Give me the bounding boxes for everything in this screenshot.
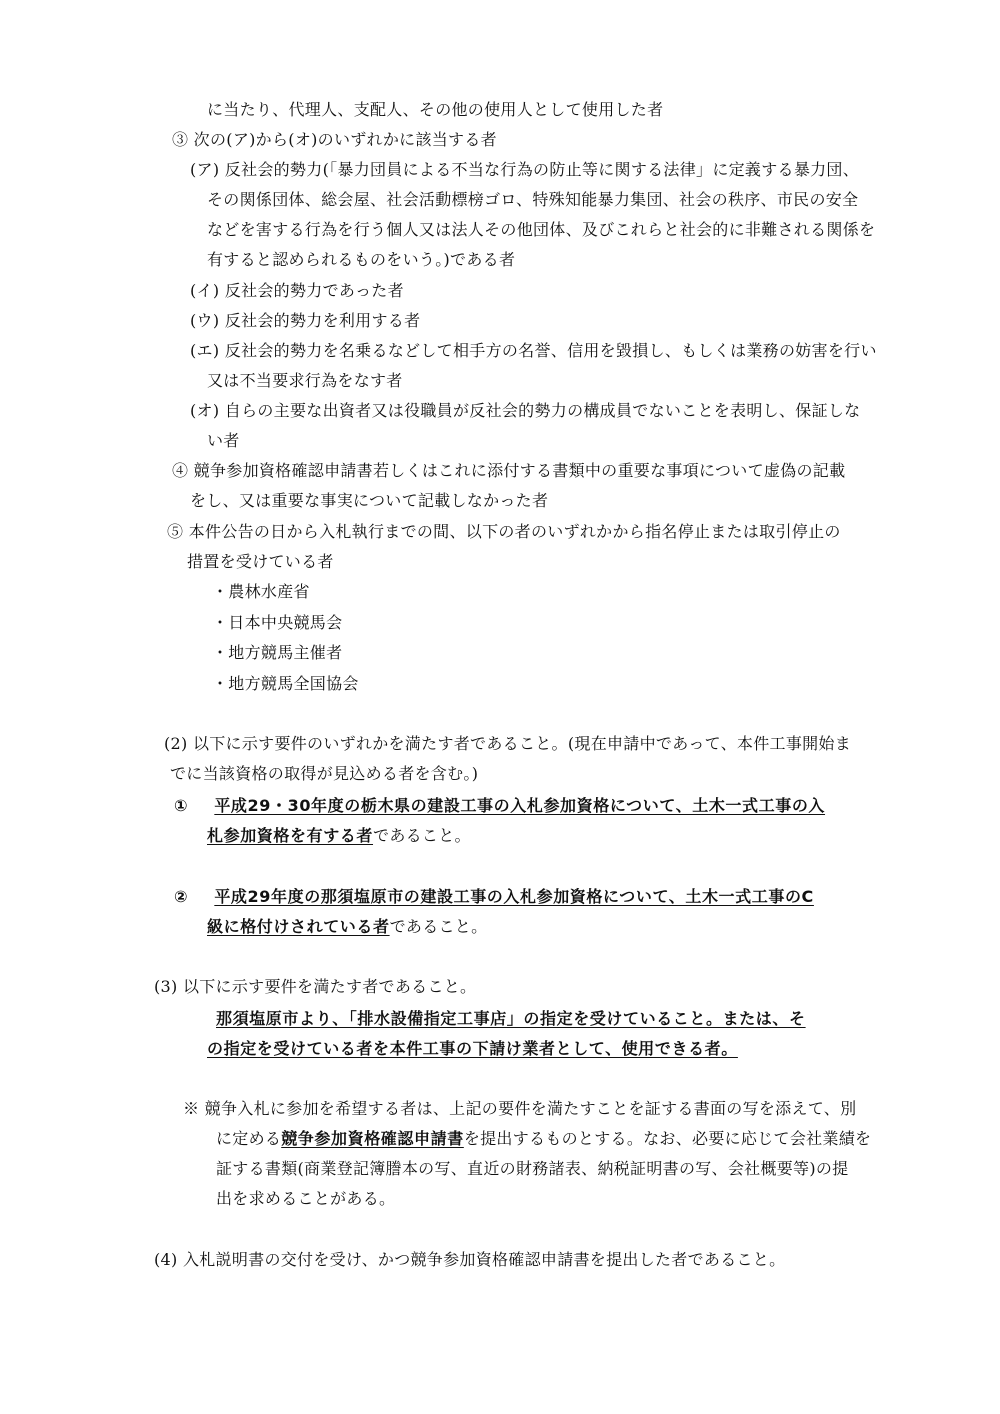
text-line: でに当該資格の取得が見込める者を含む。) xyxy=(170,764,479,783)
underlined-text: 札参加資格を有する者 xyxy=(207,826,374,845)
text-line xyxy=(207,825,471,847)
sub-item-a: (ア) 反社会的勢力(「暴力団員による不当な行為の防止等に関する法律」に定義する暴力団、 xyxy=(190,160,860,179)
text-span: を提出するものとする。なお、必要に応じて会社業績を xyxy=(463,1129,872,1148)
section-2-heading: (2) 以下に示す要件のいずれかを満たす者であること。(現在申請中であって、本件工事開始ま xyxy=(164,734,852,753)
text-line xyxy=(207,916,487,938)
text-span: であること。 xyxy=(389,917,488,936)
requirement-1 xyxy=(174,795,825,817)
sub-item-o: (オ) 自らの主要な出資者又は役職員が反社会的勢力の構成員でないことを表明し、保証しな xyxy=(190,401,861,420)
item-number: ② xyxy=(174,887,189,906)
underlined-text: 級に格付けされている者 xyxy=(207,917,390,936)
text-line: 有すると認められるものをいう。)である者 xyxy=(207,250,516,269)
sub-item-i: (イ) 反社会的勢力であった者 xyxy=(190,281,404,300)
text-span: であること。 xyxy=(373,826,471,845)
text-line: をし、又は重要な事実について記載しなかった者 xyxy=(190,491,549,510)
text-line: に当たり、代理人、支配人、その他の使用人として使用した者 xyxy=(207,100,664,119)
list-item: ・農林水産省 xyxy=(212,582,310,601)
text-line: 又は不当要求行為をなす者 xyxy=(207,371,403,390)
item-4: ④ 競争参加資格確認申請書若しくはこれに添付する書類中の重要な事項について虚偽の記載 xyxy=(172,461,846,480)
requirement-text: 那須塩原市より、「排水設備指定工事店」の指定を受けていること。または、そ xyxy=(216,1009,806,1028)
text-line xyxy=(216,1128,871,1150)
text-line: 証する書類(商業登記簿謄本の写、直近の財務諸表、納税証明書の写、会社概要等)の提 xyxy=(216,1159,849,1178)
item-3-heading: ③ 次の(ア)から(オ)のいずれかに該当する者 xyxy=(172,130,497,149)
note-paragraph: ※ 競争入札に参加を希望する者は、上記の要件を満たすことを証する書面の写を添えて、別 xyxy=(183,1099,857,1118)
section-4-heading: (4) 入札説明書の交付を受け、かつ競争参加資格確認申請書を提出した者であること。 xyxy=(154,1250,786,1269)
section-3-heading: (3) 以下に示す要件を満たす者であること。 xyxy=(154,977,477,996)
list-item: ・日本中央競馬会 xyxy=(212,613,343,632)
underlined-text: 平成29年度の那須塩原市の建設工事の入札参加資格について、土木一式工事のC xyxy=(214,887,814,906)
text-line: 出を求めることがある。 xyxy=(216,1189,396,1208)
list-item: ・地方競馬全国協会 xyxy=(212,674,359,693)
text-span: に定める xyxy=(216,1129,282,1148)
requirement-text: の指定を受けている者を本件工事の下請け業者として、使用できる者。 xyxy=(207,1039,738,1058)
underlined-text: 平成29・30年度の栃木県の建設工事の入札参加資格について、土木一式工事の入 xyxy=(214,796,826,815)
sub-item-e: (エ) 反社会的勢力を名乗るなどして相手方の名誉、信用を毀損し、もしくは業務の妨害を行い xyxy=(190,341,877,360)
underlined-text: 競争参加資格確認申請書 xyxy=(281,1129,464,1148)
item-number: ① xyxy=(174,796,189,815)
text-line: 措置を受けている者 xyxy=(187,552,334,571)
text-line: その関係団体、総会屋、社会活動標榜ゴロ、特殊知能暴力集団、社会の秩序、市民の安全 xyxy=(207,190,859,209)
item-5: ⑤ 本件公告の日から入札執行までの間、以下の者のいずれかから指名停止または取引停止の xyxy=(167,522,841,541)
list-item: ・地方競馬主催者 xyxy=(212,643,343,662)
text-line: などを害する行為を行う個人又は法人その他団体、及びこれらと社会的に非難される関係を xyxy=(207,220,876,239)
requirement-2 xyxy=(174,886,814,908)
text-line: い者 xyxy=(207,431,240,450)
sub-item-u: (ウ) 反社会的勢力を利用する者 xyxy=(190,311,421,330)
